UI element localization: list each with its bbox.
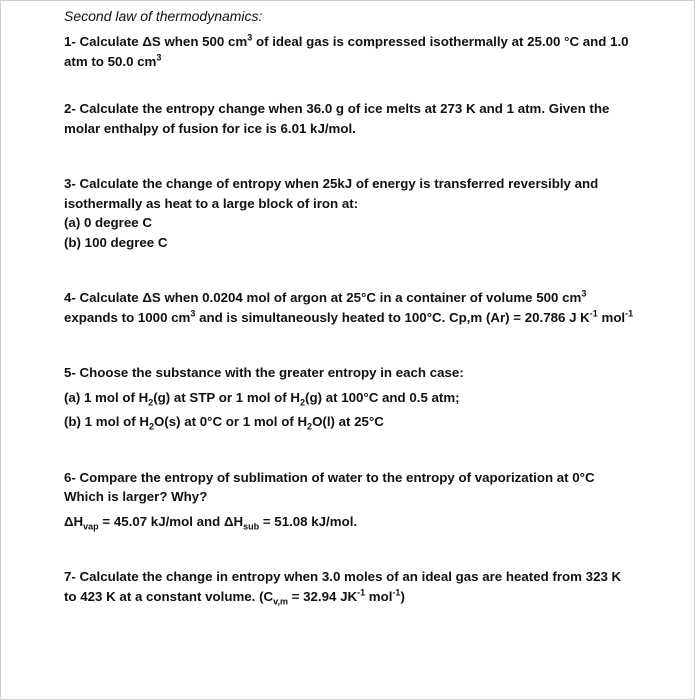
q3-option-a: (a) 0 degree C bbox=[64, 215, 152, 230]
document-body bbox=[64, 6, 664, 606]
q1-line-1: 1- Calculate ΔS when 500 $cm^3$ of ideal gas is compressed isothermally at 25.00 °C and 1.0 bbox=[64, 32, 629, 49]
q6-line-2: Which is larger? Why? bbox=[64, 489, 208, 504]
q5-option-a: (a) 1 mol of $H_2(g)$ at STP or 1 mol of $H_2(g)$ at 100°C and 0.5 atm; bbox=[64, 389, 460, 408]
question-3 bbox=[64, 174, 664, 252]
q6-values: $\Delta H_{vap} = 45.07$ kJ/mol and $\Delta H_{sub} = 51.08$ kJ/mol. bbox=[64, 513, 358, 532]
question-6 bbox=[64, 468, 664, 532]
q6-line-1: 6- Compare the entropy of sublimation of water to the entropy of vaporization at 0°C bbox=[64, 469, 595, 485]
question-1 bbox=[64, 32, 664, 71]
q5-option-b: (b) 1 mol of $H_2O(s)$ at 0°C or 1 mol of $H_2O(l)$ at 25°C bbox=[64, 414, 384, 432]
section-heading: Second law of thermodynamics: bbox=[64, 8, 263, 24]
q4-line-2: expands to 1000 $cm^3$ and is simultaneously heated to 100°C. Cp,m (Ar) = 20.786 J $K^{-1}$ mol$^{-1}$ bbox=[64, 308, 634, 325]
q3-option-b: (b) 100 degree C bbox=[64, 234, 168, 250]
question-7 bbox=[64, 567, 664, 606]
q7-line-1: 7- Calculate the change in entropy when 3.0 moles of an ideal gas are heated from 323 K bbox=[64, 569, 622, 584]
q1-line-2: atm to 50.0 $cm^3$ bbox=[64, 52, 162, 69]
q2-line-1: 2- Calculate the entropy change when 36.0 g of ice melts at 273 K and 1 atm. Given the bbox=[64, 101, 610, 116]
question-5 bbox=[64, 363, 664, 432]
q3-line-2: isothermally as heat to a large block of iron at: bbox=[64, 195, 359, 211]
q4-line-1: 4- Calculate ΔS when 0.0204 mol of argon at 25°C in a container of volume 500 $cm^3$ bbox=[64, 288, 587, 305]
question-4 bbox=[64, 288, 664, 327]
q2-line-2: molar enthalpy of fusion for ice is 6.01 kJ/mol. bbox=[64, 120, 356, 136]
q5-title: 5- Choose the substance with the greater entropy in each case: bbox=[64, 365, 464, 380]
q3-line-1: 3- Calculate the change of entropy when 25kJ of energy is transferred reversibly and bbox=[64, 176, 599, 191]
q7-line-2: to 423 K at a constant volume. ($C_{v,m} = 32.94$ $JK^{-1}$ mol$^{-1}$) bbox=[64, 587, 405, 607]
question-2 bbox=[64, 99, 664, 138]
